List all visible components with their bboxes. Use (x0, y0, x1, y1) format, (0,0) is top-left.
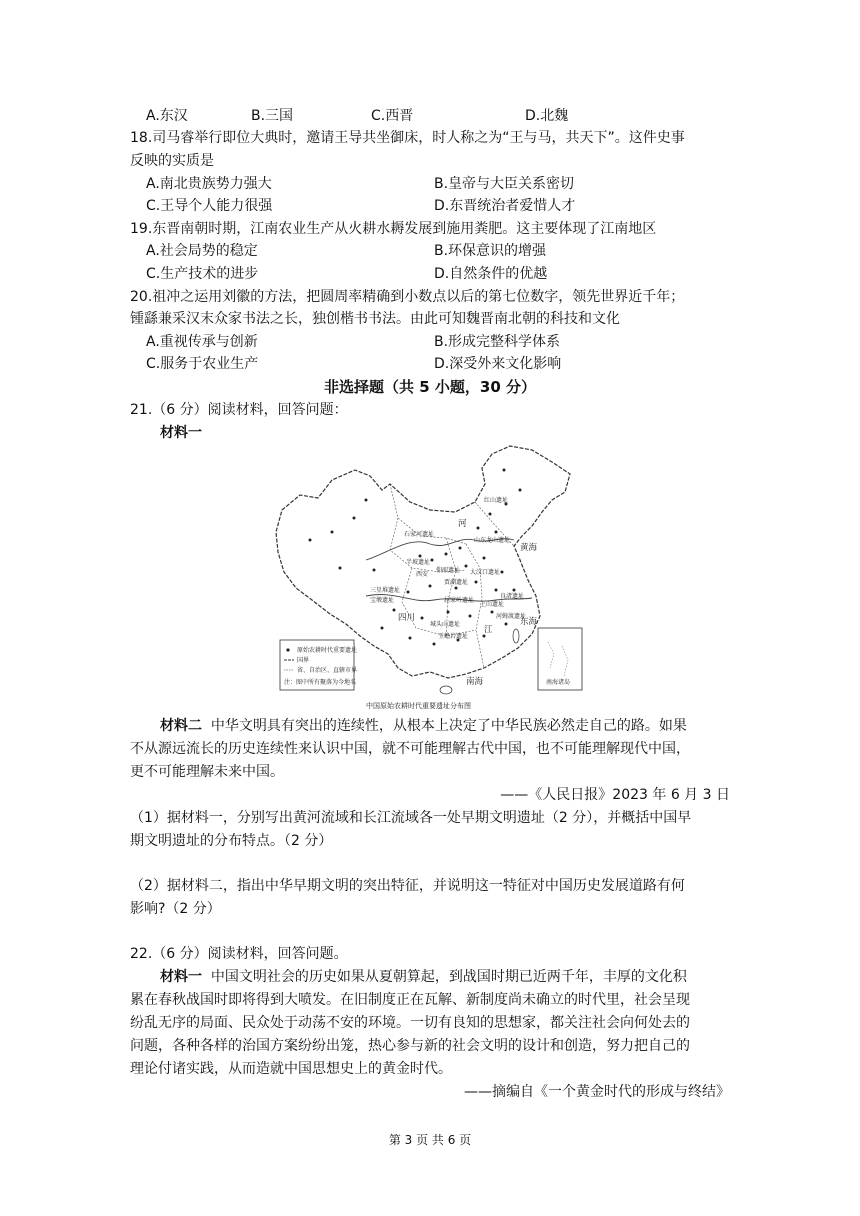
map-label-huanghai: 黄海 (520, 543, 538, 553)
q20-stem-line2: 锺繇兼采汉末众家书法之长，独创楷书书法。由此可知魏晋南北朝的科技和文化 (130, 311, 620, 327)
map-label-banpo: 半坡遗址 (406, 559, 431, 566)
q21-sub2-line2: 影响?（2 分） (130, 901, 221, 917)
q20-stem-line1: 20.祖冲之运用刘徽的方法，把圆周率精确到小数点以后的第七位数字，领先世界近千年； (130, 289, 685, 305)
q22-line4: 问题，各种各样的治国方案纷纷出笼，热心参与新的社会文明的设计和创造，努力把自己的 (130, 1038, 690, 1054)
map-label-jiahu: 贾湖遗址 (444, 579, 469, 586)
q21-material2-line1 (160, 716, 687, 736)
q21-sub1-line2: 期文明遗址的分布特点。（2 分） (130, 833, 333, 849)
map-label-nanhai: 南海 (466, 677, 484, 687)
q22-line3: 纷乱无序的局面、民众处于动荡不安的环境。一切有良知的思想家，都关注社会向何处去的 (130, 1015, 690, 1031)
q17-option-b: B.三国 (251, 108, 294, 124)
q20-option-b: B.形成完整科学体系 (434, 334, 561, 350)
map-label-sichuan: 四川 (398, 613, 416, 623)
q18-option-c: C.王导个人能力很强 (146, 198, 273, 214)
q20-option-a: A.重视传承与创新 (146, 334, 258, 350)
map-label-shijiahe: 石家河遗址 (404, 531, 435, 538)
q21-material2-label: 材料二 (160, 718, 202, 734)
q21-material1-label: 材料一 (160, 425, 202, 441)
q19-option-a: A.社会局势的稳定 (146, 243, 258, 259)
q17-option-c: C.西晋 (371, 108, 414, 124)
q22-line2: 累在春秋战国时即将得到大喷发。在旧制度正在瓦解、新制度尚未确立的时代里，社会呈现 (130, 992, 690, 1008)
map-label-qujialing: 屈家岭遗址 (444, 597, 475, 604)
q22-line5: 理论付诸实践，从而造就中国思想史上的黄金时代。 (130, 1061, 452, 1077)
q21-material2-text1: 中华文明具有突出的连续性，从根本上决定了中华民族必然走自己的路。如果 (210, 718, 687, 734)
map-legend-province: 省、自治区、直辖市界 (297, 667, 358, 674)
map-label-sanxingdui: 三星堆遗址 (370, 587, 401, 594)
map-legend-site: 原始农耕时代重要遗址 (297, 647, 358, 654)
q19-stem: 19.东晋南朝时期，江南农业生产从火耕水耨发展到施用粪肥。这主要体现了江南地区 (130, 221, 657, 237)
map-label-nanhai-islands: 南海诸岛 (546, 679, 571, 686)
map-label-dawenkou: 大汶口遗址 (470, 569, 501, 576)
map-legend-border: 国界 (297, 657, 310, 664)
map-label-hongshan: 红山遗址 (484, 497, 509, 504)
q21-material2-line2: 不从源远流长的历史连续性来认识中国，就不可能理解古代中国，也不可能理解现代中国， (130, 741, 690, 757)
q19-option-b: B.环保意识的增强 (434, 243, 547, 259)
q22-material1-label: 材料一 (160, 969, 202, 985)
map-caption: 中国原始农耕时代重要遗址分布图 (366, 702, 471, 710)
map-label-baodun: 宝墩遗址 (370, 597, 395, 604)
map-label-hemudu: 河姆渡遗址 (496, 613, 527, 620)
q22-line1 (160, 967, 687, 987)
map-label-donghai: 东海 (520, 617, 538, 627)
map-label-chengtoushan: 城头山遗址 (430, 621, 461, 628)
q20-option-c: C.服务于农业生产 (146, 356, 259, 372)
q18-option-a: A.南北贵族势力强大 (146, 176, 272, 192)
q19-option-c: C.生产技术的进步 (146, 266, 259, 282)
q21-sub1-line1: （1）据材料一，分别写出黄河流域和长江流域各一处早期文明遗址（2 分），并概括中国早 (130, 810, 692, 826)
q22-text1: 中国文明社会的历史如果从夏朝算起，到战国时期已近两千年，丰厚的文化积 (210, 969, 687, 985)
page-footer: 第 3 页 共 6 页 (388, 1133, 472, 1147)
map-label-liangzhu: 良渚遗址 (500, 593, 525, 600)
map-legend-note: 注：图中所有聚落为今地名 (284, 679, 357, 686)
q19-option-d: D.自然条件的优越 (434, 266, 548, 282)
china-sites-map (270, 440, 600, 712)
q18-option-d: D.东晋统治者爱惜人才 (434, 198, 576, 214)
map-label-jiang: 江 (484, 625, 493, 635)
q18-stem-line2: 反映的实质是 (130, 153, 214, 169)
section-title: 非选择题（共 5 小题，30 分） (324, 378, 536, 396)
map-label-xian: 西安 (416, 571, 429, 578)
q22-header: 22.（6 分）阅读材料，回答问题。 (130, 946, 348, 962)
map-label-yuchanyan: 玉蟾岩遗址 (438, 633, 469, 640)
q21-header: 21.（6 分）阅读材料，回答问题： (130, 402, 348, 418)
q17-option-a: A.东汉 (146, 108, 188, 124)
map-label-he: 河 (458, 519, 467, 529)
q21-sub2-line1: （2）据材料二，指出中华早期文明的突出特征，并说明这一特征对中国历史发展道路有何 (130, 878, 685, 894)
map-label-longshan: 山东龙山遗址 (474, 537, 511, 544)
q21-source: ——《人民日报》2023 年 6 月 3 日 (500, 787, 730, 803)
q17-option-d: D.北魏 (525, 108, 569, 124)
map-label-yangshao: 仰韶遗址 (436, 567, 461, 574)
map-label-shangshan: 上山遗址 (480, 601, 505, 608)
q20-option-d: D.深受外来文化影响 (434, 356, 562, 372)
q21-material2-line3: 更不可能理解未来中国。 (130, 764, 284, 780)
q18-stem-line1: 18.司马睿举行即位大典时，邀请王导共坐御床，时人称之为“王与马，共天下”。这件史事 (130, 130, 685, 146)
q22-source: ——摘编自《一个黄金时代的形成与终结》 (464, 1084, 730, 1100)
q18-option-b: B.皇帝与大臣关系密切 (434, 176, 575, 192)
